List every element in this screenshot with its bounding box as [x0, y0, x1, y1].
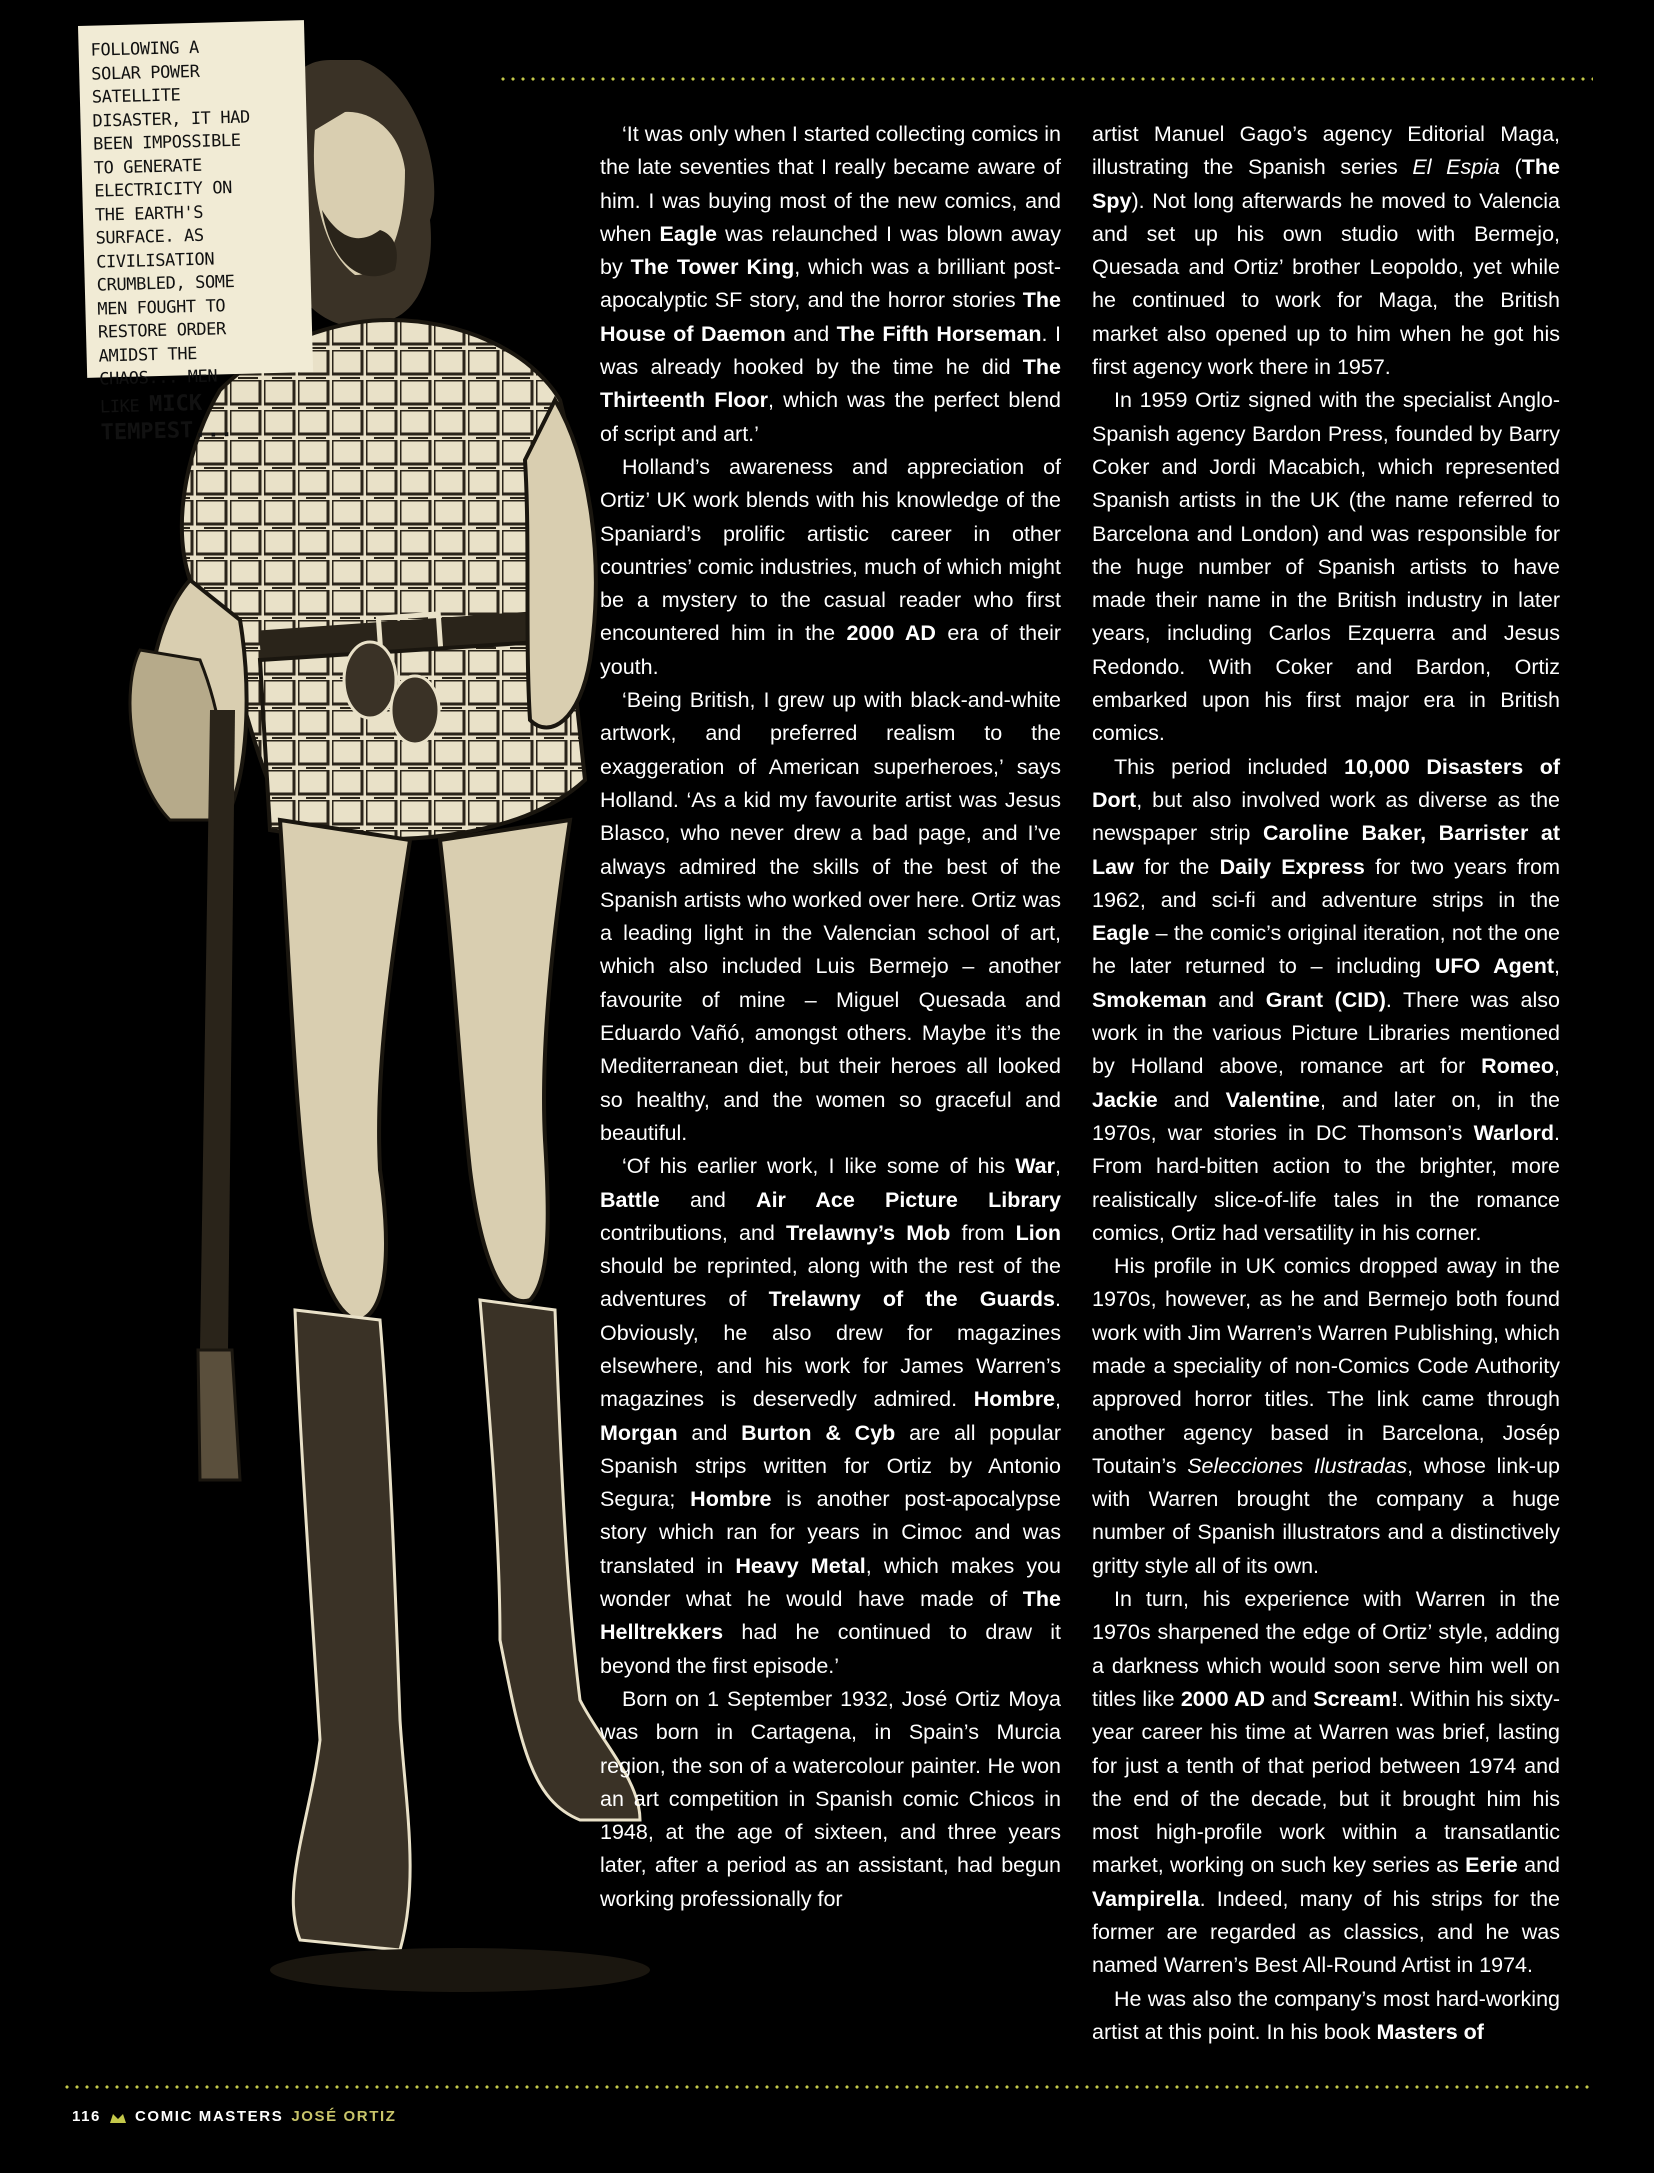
bold-title: Daily Express	[1219, 854, 1365, 879]
caption-line: DISASTER, IT HAD	[92, 107, 251, 132]
text-run: artist Manuel Gago’s agency Editorial Maga, illustrating the Spanish series	[1092, 122, 1560, 180]
bold-title: Trelawny of the Guards	[768, 1287, 1056, 1312]
text-run: is another post-apocalypse story which ran for years in Cimoc and was translated in	[600, 1487, 1062, 1578]
bold-title: Eerie	[1465, 1853, 1518, 1878]
bold-title: Burton & Cyb	[741, 1420, 896, 1445]
bold-title: The House of Daemon	[600, 288, 1061, 346]
bold-title: 2000 AD	[1180, 1686, 1266, 1711]
bold-title: Battle	[600, 1187, 660, 1212]
bold-title: The Thirteenth Floor	[600, 355, 1061, 413]
text-run: . Indeed, many of his strips for the former are regarded as classics, and he was named Warren’s Best All-Round Artist in 1974.	[1092, 1886, 1560, 1978]
text-run: His profile in UK comics dropped away in the 1970s, however, as he and Bermejo both found work with Jim Warren’s Warren Publishing, which made a speciality of non-Comics Code Authority approved horror titles. The link came through another agency based in Barcelona, Josép Toutain’s	[1092, 1254, 1560, 1478]
text-run: and	[1517, 1853, 1560, 1878]
caption-line: LIKE	[99, 396, 140, 418]
bold-title: The Tower King	[630, 255, 795, 280]
text-run: should be reprinted, along with the rest of the adventures of	[600, 1254, 1061, 1312]
bold-title: Jackie	[1092, 1087, 1158, 1112]
bold-title: UFO Agent	[1434, 954, 1555, 979]
text-run: from	[950, 1220, 1016, 1245]
text-run: . Obviously, he also drew for magazines elsewhere, and his work for James Warren’s magazines is deservedly admired.	[600, 1287, 1061, 1412]
text-run: In 1959 Ortiz signed with the specialist Anglo-Spanish agency Bardon Press, founded by Barry Coker and Jordi Macabich, which represented Spanish artists in the UK (the name referred to Barcelona and London) and was responsible for the huge number of Spanish artists to have made their name in the British industry in later years, including Carlos Ezquerra and Jesus Redondo. With Coker and Bardon, Ortiz embarked upon his first major era in British comics.	[1092, 388, 1560, 746]
bold-title: Scream!	[1313, 1686, 1399, 1711]
bold-title: Grant (CID)	[1265, 987, 1386, 1012]
caption-highlight: MICK	[148, 390, 203, 417]
text-run: and	[1157, 1087, 1226, 1112]
text-run: ,	[1554, 954, 1560, 979]
article-paragraph	[600, 118, 1061, 451]
bold-title: Caroline Baker, Barrister at Law	[1092, 821, 1560, 879]
caption-line: THE EARTH'S	[94, 202, 204, 226]
bold-title: Air Ace Picture Library	[756, 1187, 1061, 1212]
bold-title: 10,000 Disasters of Dort	[1092, 754, 1560, 812]
caption-line: MEN FOUGHT TO	[97, 295, 226, 320]
text-run: and	[677, 1420, 742, 1445]
caption-line: TO GENERATE	[93, 155, 203, 179]
caption-line: SURFACE. AS	[95, 225, 204, 249]
caption-line: FOLLOWING A	[90, 37, 200, 61]
italic-title: El Espia	[1412, 155, 1500, 180]
text-run: He was also the company’s most hard-working artist at this point. In his book	[1092, 1986, 1560, 2044]
bold-title: The Helltrekkers	[600, 1587, 1061, 1645]
bold-title: Valentine	[1225, 1087, 1320, 1112]
text-run: for the	[1133, 854, 1220, 879]
text-run: Holland’s awareness and appreciation of Ortiz’ UK work blends with his knowledge of the Spaniard’s prolific artistic career in other countries’ comic industries, much of which might be a mystery to the casual reader who first encountered him in the	[600, 454, 1061, 646]
text-run: was relaunched I was blown away by	[600, 221, 1061, 280]
text-run: ,	[1055, 1387, 1061, 1412]
caption-highlight: TEMPEST...	[100, 417, 234, 446]
caption-line: CHAOS... MEN	[99, 366, 218, 390]
bottom-dotted-rule	[62, 2085, 1593, 2089]
text-run: . I was already hooked by the time he did	[600, 321, 1061, 380]
article-paragraph	[600, 1683, 1061, 1916]
bold-title: The Fifth Horseman	[836, 321, 1042, 346]
text-run: era of their youth.	[600, 621, 1062, 679]
bold-title: Lion	[1015, 1220, 1061, 1245]
top-dotted-rule	[498, 77, 1593, 81]
text-run: ‘Of his earlier work, I like some of his	[622, 1154, 1016, 1179]
bold-title: War	[1015, 1154, 1056, 1179]
bold-title: Masters of	[1376, 2019, 1484, 2044]
text-run: contributions, and	[600, 1220, 786, 1245]
caption-box	[78, 20, 313, 446]
text-run: for two years from 1962, and sci-fi and adventure strips in the	[1092, 854, 1560, 912]
caption-line: BEEN IMPOSSIBLE	[92, 130, 241, 155]
text-run: ). Not long afterwards he moved to Valencia and set up his own studio with Bermejo, Quesada and Ortiz’ brother Leopoldo, yet while he continued to work for Maga, the British market also opened up to him when he got his first agency work there in 1957.	[1092, 188, 1560, 380]
page-number: 116	[72, 2108, 101, 2125]
text-run: ‘It was only when I started collecting comics in the late seventies that I really became aware of him. I was buying most of the new comics, and when	[600, 122, 1061, 246]
bold-title: Warlord	[1473, 1120, 1555, 1145]
series-title: COMIC MASTERS	[135, 2108, 284, 2125]
text-run: , and later on, in the 1970s, war stories in DC Thomson’s	[1092, 1087, 1560, 1145]
article-column-left	[600, 118, 1061, 1916]
text-run: In turn, his experience with Warren in the 1970s sharpened the edge of Ortiz’ style, adding a darkness which would soon serve him well on titles like	[1092, 1587, 1560, 1711]
article-paragraph	[1092, 1983, 1560, 2050]
caption-line: SOLAR POWER	[91, 61, 200, 85]
comic-masters-logo-icon	[109, 2111, 127, 2123]
subject-title: JOSÉ ORTIZ	[291, 2108, 397, 2125]
caption-text	[90, 34, 305, 447]
text-run: (	[1499, 155, 1522, 180]
caption-line: CRUMBLED, SOME	[96, 271, 235, 296]
text-run: This period included	[1114, 754, 1345, 779]
article-paragraph	[600, 684, 1061, 1150]
article-paragraph	[600, 1150, 1061, 1683]
text-run: and	[785, 321, 837, 346]
text-run: . Within his sixty-year career his time at Warren was brief, lasting for just a tenth of that period between 1974 and the end of the decade, but it brought him his most high-profile work within a transatlantic market, working on such key series as	[1092, 1686, 1561, 1878]
bold-title: Eagle	[659, 221, 717, 246]
caption-line: ELECTRICITY ON	[94, 178, 233, 202]
bold-title: Hombre	[973, 1387, 1056, 1412]
caption-line: CIVILISATION	[95, 249, 215, 273]
text-run: ,	[1055, 1154, 1061, 1179]
text-run: , but also involved work as diverse as the newspaper strip	[1092, 787, 1560, 846]
bold-title: Vampirella	[1092, 1886, 1200, 1911]
article-paragraph	[1092, 751, 1560, 1250]
page-footer	[72, 2108, 397, 2125]
text-run: . There was also work in the various Picture Libraries mentioned by Holland above, romance art for	[1092, 987, 1560, 1079]
text-run: , whose link-up with Warren brought the company a huge number of Spanish illustrators and a distinctively gritty style all of its own.	[1092, 1453, 1560, 1578]
text-run: are all popular Spanish strips written for Ortiz by Antonio Segura;	[600, 1420, 1061, 1512]
article-paragraph	[1092, 384, 1560, 750]
article-paragraph	[1092, 118, 1560, 384]
caption-line: AMIDST THE	[98, 343, 198, 367]
italic-title: Selecciones Ilustradas	[1187, 1453, 1408, 1478]
article-column-right	[1092, 118, 1560, 2049]
article-paragraph	[1092, 1583, 1560, 1983]
text-run: , which was the perfect blend of script and art.’	[600, 388, 1062, 446]
bold-title: Smokeman	[1092, 987, 1207, 1012]
text-run: Born on 1 September 1932, José Ortiz Moya was born in Cartagena, in Spain’s Murcia region, the son of a watercolour painter. He won an art competition in Spanish comic Chicos in 1948, at the age of sixteen, and three years later, after a period as an assistant, had begun working professionally for	[600, 1686, 1061, 1911]
text-run: and	[1206, 987, 1266, 1012]
text-run: and	[1265, 1686, 1314, 1711]
article-paragraph	[1092, 1250, 1560, 1583]
text-run: ‘Being British, I grew up with black-and-white artwork, and preferred realism to the exaggeration of American superheroes,’ says Holland. ‘As a kid my favourite artist was Jesus Blasco, who never drew a bad page, and I’ve always admired the skills of the best of the Spanish artists who worked over here. Ortiz was a leading light in the Valencian school of art, which also included Luis Bermejo – another favourite of mine – Miguel Quesada and Eduardo Vañó, amongst others. Maybe it’s the Mediterranean diet, but their heroes all looked so healthy, and the women so graceful and beautiful.	[600, 688, 1061, 1145]
caption-line: RESTORE ORDER	[97, 319, 227, 343]
bold-title: Heavy Metal	[735, 1553, 866, 1578]
bold-title: 2000 AD	[846, 621, 936, 646]
article-paragraph	[600, 451, 1061, 684]
caption-line: SATELLITE	[91, 85, 181, 108]
text-run: ,	[1554, 1054, 1560, 1079]
bold-title: Eagle	[1092, 921, 1150, 946]
text-run: . From hard-bitten action to the brighter, more realistically slice-of-life tales in the romance comics, Ortiz had versatility in his corner.	[1092, 1120, 1560, 1245]
bold-title: Trelawny’s Mob	[785, 1220, 951, 1245]
bold-title: The Spy	[1092, 155, 1560, 213]
text-run: had he continued to draw it beyond the first episode.’	[600, 1620, 1061, 1678]
text-run: – the comic’s original iteration, not the one he later returned to – including	[1092, 921, 1560, 979]
bold-title: Morgan	[600, 1420, 678, 1445]
text-run: , which was a brilliant post-apocalyptic SF story, and the horror stories	[600, 255, 1061, 313]
bold-title: Hombre	[690, 1487, 772, 1512]
bold-title: Romeo	[1481, 1054, 1555, 1079]
text-run: and	[659, 1187, 757, 1212]
text-run: , which makes you wonder what he would have made of	[600, 1553, 1061, 1612]
